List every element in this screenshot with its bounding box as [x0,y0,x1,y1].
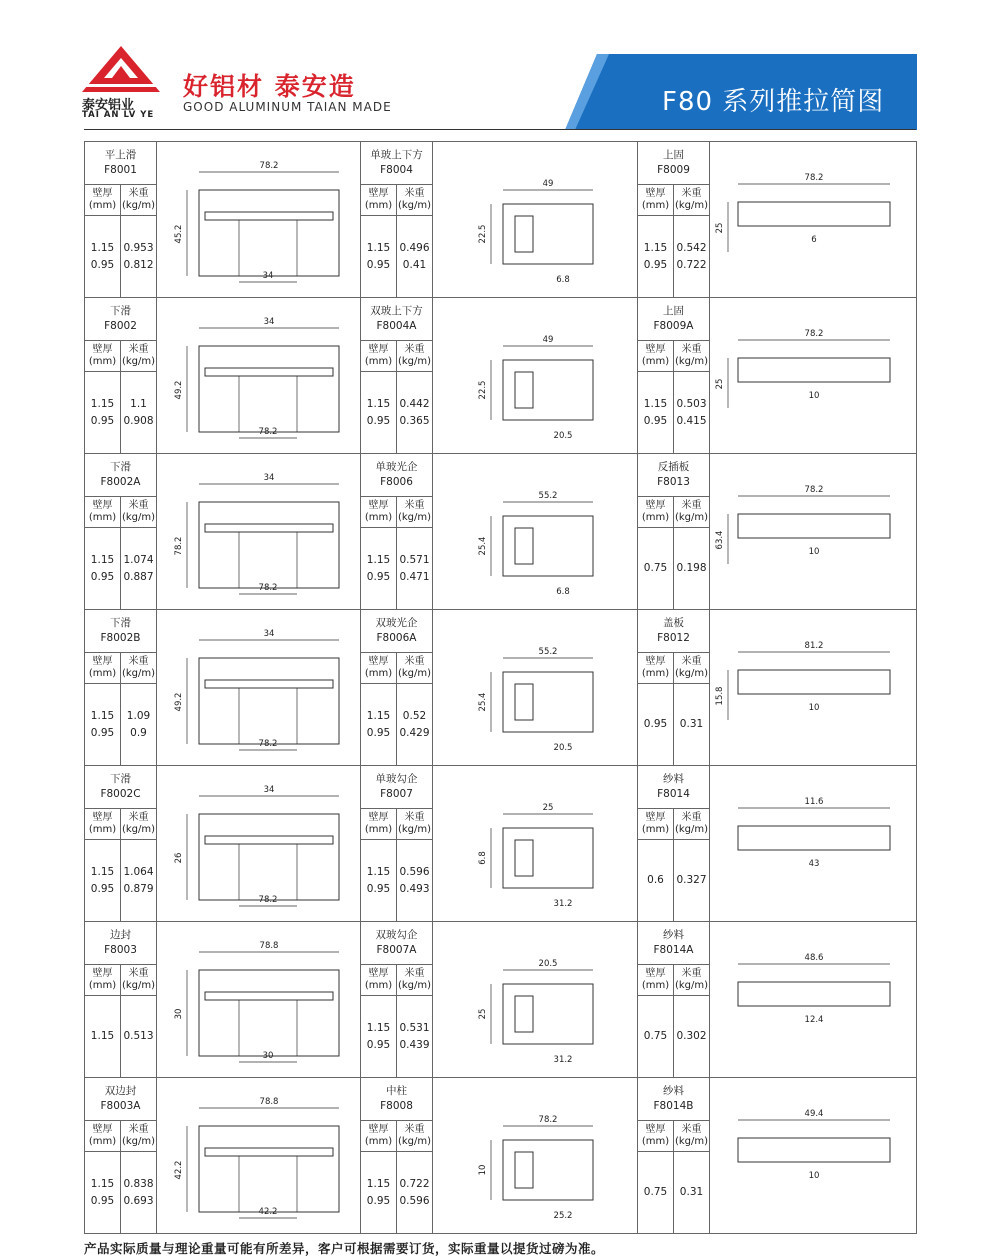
svg-text:10: 10 [808,547,820,557]
spec-header: 壁厚 (mm) 米重 (kg/m) [638,497,709,528]
svg-text:78.2: 78.2 [174,536,184,556]
svg-text:34: 34 [263,785,275,795]
profile-drawing-F8002B [157,610,361,766]
profile-drawing [433,454,638,610]
profile-drawing [710,454,917,610]
spec-header: 壁厚 (mm) 米重 (kg/m) [85,965,156,996]
spec-values: 1.15 0.95 1.1 0.908 [85,372,156,453]
spec-values: 1.15 0.95 0.503 0.415 [638,372,709,453]
profile-drawing [710,610,917,766]
spec-header: 壁厚 (mm) 米重 (kg/m) [85,497,156,528]
svg-text:20.5: 20.5 [553,431,573,441]
svg-text:31.2: 31.2 [553,1055,573,1065]
spec-values: 1.15 0.95 0.571 0.471 [361,528,432,609]
svg-text:34: 34 [263,473,275,483]
svg-text:78.2: 78.2 [804,485,824,495]
spec-header: 壁厚 (mm) 米重 (kg/m) [361,965,432,996]
svg-text:34: 34 [263,317,275,327]
svg-text:45.2: 45.2 [174,224,184,244]
profile-info-F8014 [638,766,710,922]
profile-row [85,610,917,766]
profile-name: 双玻上下方 F8004A [361,298,432,341]
profile-info-F8003 [85,922,157,1078]
svg-text:78.2: 78.2 [804,173,824,183]
svg-text:25.2: 25.2 [553,1211,573,1221]
svg-text:6: 6 [811,235,817,245]
svg-text:22.5: 22.5 [478,224,488,244]
spec-values: 1.15 0.95 0.596 0.493 [361,840,432,921]
profile-drawing-F8007A [433,922,638,1078]
profile-drawing [710,922,917,1078]
svg-text:22.5: 22.5 [478,380,488,400]
profile-name: 上固 F8009 [638,142,709,185]
spec-header: 壁厚 (mm) 米重 (kg/m) [85,809,156,840]
spec-header: 壁厚 (mm) 米重 (kg/m) [85,653,156,684]
profile-drawing [157,454,361,610]
profile-info-F8014B [638,1078,710,1234]
profile-drawing-F8003A [157,1078,361,1234]
profile-name: 单玻上下方 F8004 [361,142,432,185]
profile-name: 上固 F8009A [638,298,709,341]
svg-text:25: 25 [542,803,554,813]
profile-info-F8002 [85,298,157,454]
profile-drawing-F8013 [710,454,917,610]
profile-info-F8003A [85,1078,157,1234]
profile-drawing-F8002C [157,766,361,922]
spec-header: 壁厚 (mm) 米重 (kg/m) [638,809,709,840]
profile-info-F8007A [361,922,433,1078]
spec-values: 1.15 0.95 1.09 0.9 [85,684,156,765]
profile-drawing-F8014B [710,1078,917,1234]
spec-header: 壁厚 (mm) 米重 (kg/m) [638,341,709,372]
svg-text:55.2: 55.2 [538,647,558,657]
profile-row [85,922,917,1078]
svg-text:10: 10 [808,1171,820,1181]
profile-name: 盖板 F8012 [638,610,709,653]
profile-drawing [710,766,917,922]
profile-drawing-F8007 [433,766,638,922]
profile-info-F8009A [638,298,710,454]
svg-text:42.2: 42.2 [258,1207,278,1217]
svg-text:12.4: 12.4 [804,1015,824,1025]
profile-info-F8009 [638,142,710,298]
svg-text:15.8: 15.8 [715,686,725,706]
spec-header: 壁厚 (mm) 米重 (kg/m) [85,1121,156,1152]
profile-drawing-F8006 [433,454,638,610]
profile-drawing [157,142,361,298]
profile-name: 单玻光企 F8006 [361,454,432,497]
spec-values: 1.15 0.95 0.442 0.365 [361,372,432,453]
spec-values: 1.15 0.95 1.064 0.879 [85,840,156,921]
profile-drawing [157,610,361,766]
spec-header: 壁厚 (mm) 米重 (kg/m) [638,1121,709,1152]
spec-header: 壁厚 (mm) 米重 (kg/m) [361,1121,432,1152]
spec-header: 壁厚 (mm) 米重 (kg/m) [638,965,709,996]
spec-values: 0.75 0.198 [638,528,709,609]
profile-drawing-F8001 [157,142,361,298]
svg-text:10: 10 [478,1164,488,1176]
spec-values: 1.15 0.95 0.542 0.722 [638,216,709,297]
profile-drawing-F8009A [710,298,917,454]
svg-text:55.2: 55.2 [538,491,558,501]
company-logo-icon [80,44,162,94]
profile-row [85,1078,917,1234]
svg-text:25: 25 [715,378,725,390]
header-divider [84,129,916,130]
profile-info-F8014A [638,922,710,1078]
profile-name: 下滑 F8002C [85,766,156,809]
spec-header: 壁厚 (mm) 米重 (kg/m) [361,341,432,372]
spec-values: 1.15 0.95 0.496 0.41 [361,216,432,297]
profile-drawing-F8002 [157,298,361,454]
profile-drawing-F8002A [157,454,361,610]
spec-values: 1.15 0.95 0.953 0.812 [85,216,156,297]
spec-values: 1.15 0.95 0.531 0.439 [361,996,432,1077]
svg-text:43: 43 [808,859,820,869]
profile-table [84,141,917,1234]
spec-values: 1.15 0.95 1.074 0.887 [85,528,156,609]
profile-drawing-F8008 [433,1078,638,1234]
profile-info-F8013 [638,454,710,610]
svg-text:26: 26 [174,852,184,864]
spec-values: 0.75 0.31 [638,1152,709,1233]
page-header [0,0,1000,140]
spec-header: 壁厚 (mm) 米重 (kg/m) [361,809,432,840]
profile-name: 单玻勾企 F8007 [361,766,432,809]
profile-drawing [157,1078,361,1234]
profile-drawing [433,142,638,298]
profile-drawing [157,922,361,1078]
profile-drawing-F8009 [710,142,917,298]
profile-drawing [433,1078,638,1234]
profile-info-F8006A [361,610,433,766]
svg-text:6.8: 6.8 [556,275,570,285]
spec-values: 1.15 0.95 0.722 0.596 [361,1152,432,1233]
svg-text:25.4: 25.4 [478,536,488,556]
profile-info-F8001 [85,142,157,298]
svg-text:78.2: 78.2 [258,583,278,593]
spec-values: 1.15 0.95 0.52 0.429 [361,684,432,765]
slogan-english: GOOD ALUMINUM TAIAN MADE [183,100,392,114]
svg-text:49.2: 49.2 [174,380,184,400]
profile-drawing-F8004 [433,142,638,298]
profile-name: 边封 F8003 [85,922,156,965]
svg-text:20.5: 20.5 [553,743,573,753]
profile-info-F8004 [361,142,433,298]
svg-text:6.8: 6.8 [556,587,570,597]
spec-values: 1.15 0.513 [85,996,156,1077]
svg-text:49: 49 [542,179,554,189]
profile-name: 下滑 F8002 [85,298,156,341]
svg-text:31.2: 31.2 [553,899,573,909]
profile-info-F8002C [85,766,157,922]
profile-info-F8008 [361,1078,433,1234]
spec-header: 壁厚 (mm) 米重 (kg/m) [638,185,709,216]
profile-info-F8007 [361,766,433,922]
svg-text:34: 34 [262,271,274,281]
svg-text:30: 30 [262,1051,274,1061]
svg-text:78.2: 78.2 [258,739,278,749]
spec-values: 0.95 0.31 [638,684,709,765]
svg-text:6.8: 6.8 [478,851,488,865]
profile-row [85,454,917,610]
profile-drawing [157,766,361,922]
profile-drawing [710,142,917,298]
svg-text:11.6: 11.6 [804,797,824,807]
slogan: 好铝材 泰安造 [183,72,356,101]
spec-values: 0.6 0.327 [638,840,709,921]
profile-info-F8006 [361,454,433,610]
svg-text:25.4: 25.4 [478,692,488,712]
profile-drawing-F8006A [433,610,638,766]
svg-text:49.4: 49.4 [804,1109,824,1119]
profile-name: 双玻光企 F8006A [361,610,432,653]
spec-header: 壁厚 (mm) 米重 (kg/m) [361,653,432,684]
svg-text:34: 34 [263,629,275,639]
profile-name: 中柱 F8008 [361,1078,432,1121]
svg-text:10: 10 [808,391,820,401]
svg-text:78.2: 78.2 [538,1115,558,1125]
svg-text:48.6: 48.6 [804,953,824,963]
profile-name: 双玻勾企 F8007A [361,922,432,965]
profile-drawing [433,922,638,1078]
profile-info-F8012 [638,610,710,766]
svg-text:42.2: 42.2 [174,1160,184,1180]
profile-info-F8002A [85,454,157,610]
profile-name: 纱料 F8014 [638,766,709,809]
profile-row [85,298,917,454]
svg-text:49.2: 49.2 [174,692,184,712]
svg-text:78.2: 78.2 [259,161,279,171]
svg-text:10: 10 [808,703,820,713]
profile-name: 下滑 F8002B [85,610,156,653]
svg-text:25: 25 [478,1008,488,1020]
spec-values: 0.75 0.302 [638,996,709,1077]
profile-drawing-F8012 [710,610,917,766]
brand-pinyin: TAI AN LV YE [82,110,155,120]
profile-row [85,766,917,922]
spec-header: 壁厚 (mm) 米重 (kg/m) [638,653,709,684]
profile-name: 平上滑 F8001 [85,142,156,185]
profile-drawing [157,298,361,454]
svg-text:20.5: 20.5 [538,959,558,969]
svg-text:30: 30 [174,1008,184,1020]
page-title: F80 系列推拉简图 [662,87,885,117]
profile-name: 双边封 F8003A [85,1078,156,1121]
profile-drawing [433,298,638,454]
profile-drawing [433,766,638,922]
profile-drawing-F8003 [157,922,361,1078]
svg-text:78.8: 78.8 [259,1097,279,1107]
profile-drawing [710,298,917,454]
profile-drawing-F8014A [710,922,917,1078]
profile-name: 下滑 F8002A [85,454,156,497]
profile-name: 反插板 F8013 [638,454,709,497]
profile-row [85,142,917,298]
profile-name: 纱料 F8014A [638,922,709,965]
spec-header: 壁厚 (mm) 米重 (kg/m) [361,185,432,216]
spec-header: 壁厚 (mm) 米重 (kg/m) [85,185,156,216]
svg-text:63.4: 63.4 [715,530,725,550]
profile-name: 纱料 F8014B [638,1078,709,1121]
profile-drawing-F8014 [710,766,917,922]
brand-name: 泰安铝业 [82,98,135,113]
spec-values: 1.15 0.95 0.838 0.693 [85,1152,156,1233]
profile-drawing [433,610,638,766]
svg-text:25: 25 [715,222,725,234]
profile-info-F8002B [85,610,157,766]
profile-drawing [710,1078,917,1234]
svg-text:49: 49 [542,335,554,345]
spec-header: 壁厚 (mm) 米重 (kg/m) [361,497,432,528]
footer-note: 产品实际质量与理论重量可能有所差异，客户可根据需要订货，实际重量以提货过磅为准。 [84,1241,605,1256]
svg-text:78.2: 78.2 [804,329,824,339]
svg-text:78.2: 78.2 [258,427,278,437]
profile-drawing-F8004A [433,298,638,454]
svg-text:78.8: 78.8 [259,941,279,951]
profile-info-F8004A [361,298,433,454]
spec-header: 壁厚 (mm) 米重 (kg/m) [85,341,156,372]
svg-text:78.2: 78.2 [258,895,278,905]
svg-text:81.2: 81.2 [804,641,824,651]
